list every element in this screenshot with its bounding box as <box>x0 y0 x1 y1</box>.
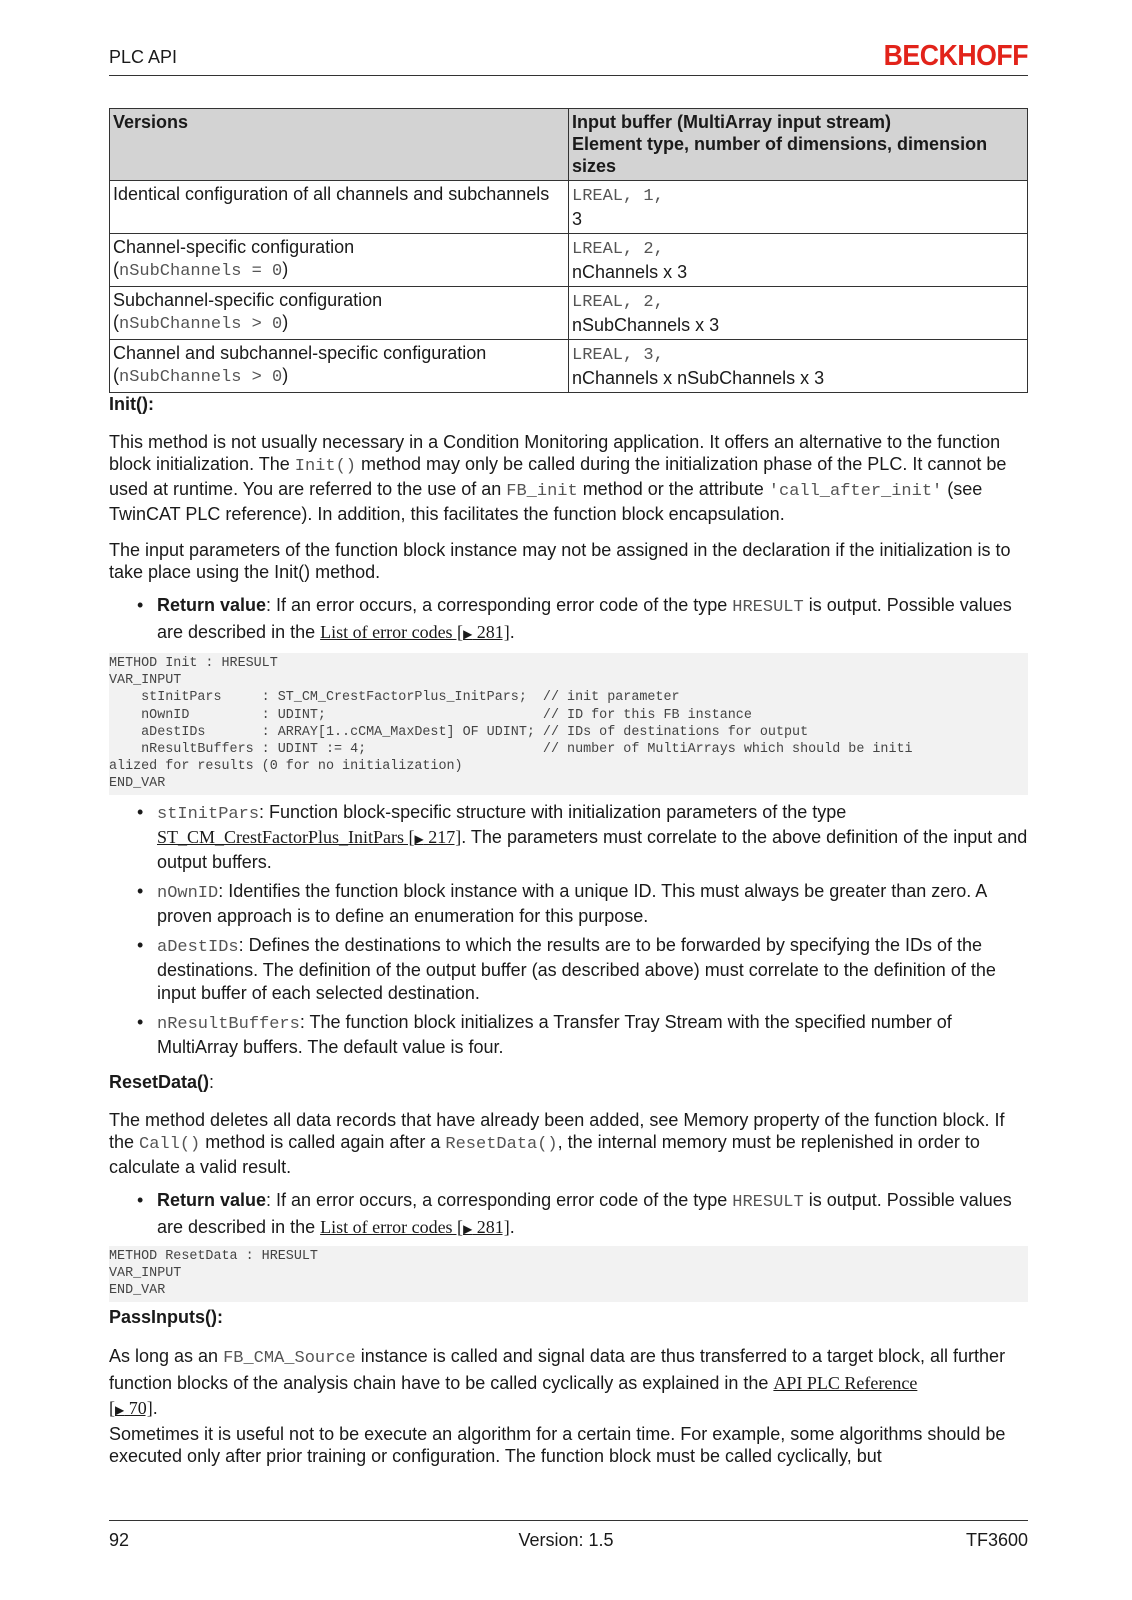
init-code-block: METHOD Init : HRESULT VAR_INPUT stInitPars : ST_CM_CrestFactorPlus_InitPars; // init parameter nOwnID : UDINT; // ID for this FB instance aDestIDs : ARRAY[1..cCMA_MaxDest] OF UDINT; // IDs of destinations for output nResultBuffers : UDINT := 4; // number of MultiArrays which should be initi alized for results (0 for no initialization) END_VAR <box>109 653 1028 795</box>
arrow-right-icon: ▶ <box>463 1222 473 1236</box>
arrow-right-icon: ▶ <box>115 1403 125 1417</box>
table-cell-buffer: LREAL, 2, nChannels x 3 <box>569 234 1028 287</box>
resetdata-section <box>109 1071 1028 1302</box>
footer-product: TF3600 <box>965 1530 1028 1550</box>
init-section <box>109 393 1028 1059</box>
table-cell-buffer: LREAL, 3, nChannels x nSubChannels x 3 <box>569 340 1028 393</box>
beckhoff-logo: BECKHOFF <box>883 40 1028 72</box>
init-note: The input parameters of the function block instance may not be assigned in the declaration if the initialization is to take place using the Init() method. <box>109 540 1011 582</box>
param-stinitpars: • stInitPars: Function block-specific structure with initialization parameters of the type ST_CM_CrestFactorPlus_InitPars [▶ 217]. The parameters must correlate to the above definition of the input and output buffers. <box>109 801 1028 874</box>
passinputs-section <box>109 1306 1028 1467</box>
resetdata-code-block: METHOD ResetData : HRESULT VAR_INPUT END_VAR <box>109 1246 1028 1302</box>
passinputs-heading: PassInputs(): <box>109 1307 224 1327</box>
header-rule <box>109 75 1028 76</box>
resetdata-return-value: • Return value: If an error occurs, a corresponding error code of the type HRESULT is output. Possible values are described in the List of error codes [▶ 281]. <box>109 1188 1028 1242</box>
param-nownid: • nOwnID: Identifies the function block instance with a unique ID. This must always be greater than zero. A proven approach is to define an enumeration for this purpose. <box>109 880 1028 928</box>
resetdata-description: The method deletes all data records that have already been added, see Memory property of the function block. If the Call() method is called again after a ResetData(), the internal memory must be replenished in order to calculate a valid result. <box>109 1110 1005 1177</box>
table-cell-buffer: LREAL, 1, 3 <box>569 181 1028 234</box>
init-return-value: • Return value: If an error occurs, a corresponding error code of the type HRESULT is output. Possible values are described in the List of error codes [▶ 281]. <box>109 593 1028 647</box>
table-row <box>110 287 1028 340</box>
table-cell-version: Subchannel-specific configuration (nSubChannels > 0) <box>110 287 569 340</box>
footer-page-number: 92 <box>109 1530 130 1550</box>
error-codes-link[interactable]: List of error codes [▶ 281] <box>320 622 510 642</box>
table-row <box>110 234 1028 287</box>
param-adestids: • aDestIDs: Defines the destinations to which the results are to be forwarded by specifying the IDs of the destinations. The definition of the output buffer (as described above) must correlate to the definition of the input buffer of each selected destination. <box>109 934 1028 1005</box>
error-codes-link[interactable]: List of error codes [▶ 281] <box>320 1217 510 1237</box>
table-row <box>110 340 1028 393</box>
arrow-right-icon: ▶ <box>463 627 473 641</box>
table-cell-buffer: LREAL, 2, nSubChannels x 3 <box>569 287 1028 340</box>
table-cell-version: Identical configuration of all channels and subchannels <box>110 181 569 234</box>
page-header-title: PLC API <box>109 47 178 67</box>
passinputs-note: Sometimes it is useful not to be execute an algorithm for a certain time. For example, some algorithms should be executed only after prior training or configuration. The function block must be called cyclically, but <box>109 1424 1006 1466</box>
table-header-row <box>110 109 1028 181</box>
api-plc-reference-link[interactable]: API PLC Reference [▶ 70] <box>109 1373 918 1418</box>
init-description: This method is not usually necessary in a Condition Monitoring application. It offers an alternative to the function block initialization. The Init() method may only be called during the initialization phase of the PLC. It cannot be used at runtime. You are referred to the use of an FB_init method or the attribute 'call_after_init' (see TwinCAT PLC reference). In addition, this facilitates the function block encapsulation. <box>109 432 1007 524</box>
resetdata-heading: ResetData(): <box>109 1072 215 1092</box>
table-cell-version: Channel and subchannel-specific configuration (nSubChannels > 0) <box>110 340 569 393</box>
param-nresultbuffers: • nResultBuffers: The function block initializes a Transfer Tray Stream with the specified number of MultiArray buffers. The default value is four. <box>109 1011 1028 1059</box>
table-row <box>110 181 1028 234</box>
passinputs-description: As long as an FB_CMA_Source instance is called and signal data are thus transferred to a target block, all further function blocks of the analysis chain have to be called cyclically as explained in the API PLC Reference [▶ 70]. <box>109 1346 1006 1418</box>
versions-table <box>109 108 1028 393</box>
footer-version: Version: 1.5 <box>518 1530 614 1550</box>
table-header-versions: Versions <box>110 109 569 181</box>
table-header-input-buffer: Input buffer (MultiArray input stream) Element type, number of dimensions, dimension sizes <box>569 109 1028 181</box>
st-initpars-link[interactable]: ST_CM_CrestFactorPlus_InitPars [▶ 217] <box>157 826 462 847</box>
table-cell-version: Channel-specific configuration (nSubChannels = 0) <box>110 234 569 287</box>
footer-rule <box>109 1520 1028 1521</box>
init-heading: Init(): <box>109 394 154 414</box>
arrow-right-icon: ▶ <box>414 831 424 846</box>
